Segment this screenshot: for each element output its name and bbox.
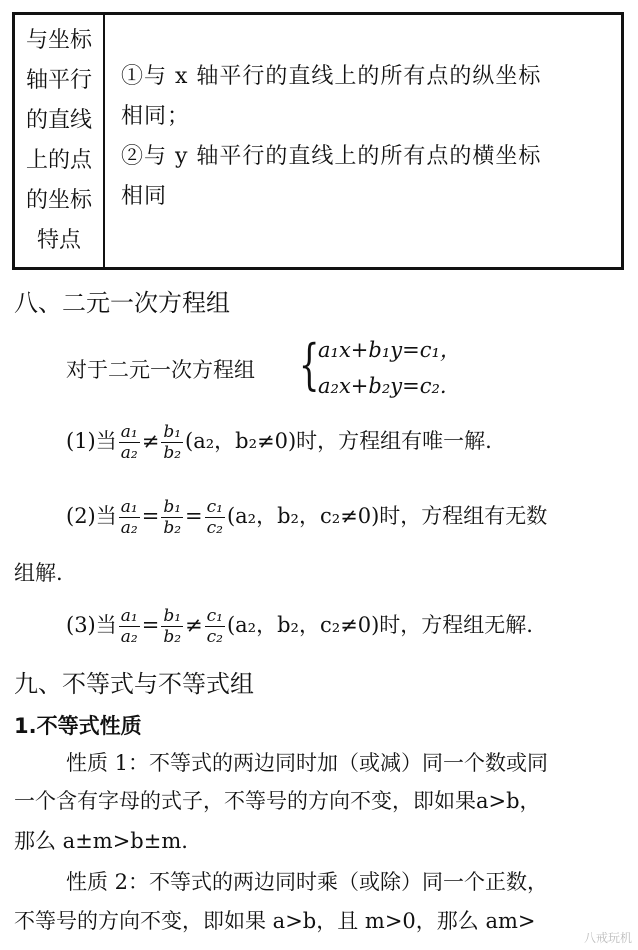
case-2: (2)当 $\frac{\text{a₁}}{\text{a₂}}$ = $\frac{\text{b₁}}{\text{b₂}}$ = $\frac{\text{c₁}}{\text{c₂}}$ (a₂，b₂，c₂≠0)时，方程组有无数	[66, 497, 548, 538]
watermark: 八戒玩机	[583, 931, 632, 945]
table-left-line: 的坐标	[25, 188, 92, 213]
case-2-continuation: 组解.	[14, 561, 63, 585]
case-2-suffix: (a₂，b₂，c₂≠0)时，方程组有无数	[226, 504, 548, 528]
case-2-prefix: (2)当	[66, 504, 117, 528]
fraction-a1-a2: $\frac{\text{a₁}}{\text{a₂}}$	[120, 497, 138, 538]
fraction-c1-c2: $\frac{\text{c₁}}{\text{c₂}}$	[206, 606, 223, 647]
subsection-heading: 1.不等式性质	[14, 714, 142, 738]
table-right-line: 相同；	[121, 104, 191, 129]
table-left-line: 特点	[36, 228, 81, 253]
property-2-line-2: 不等号的方向不变，即如果 a>b，且 m>0，那么 am>	[14, 909, 536, 933]
section9-heading: 九、不等式与不等式组	[14, 670, 254, 698]
case-1-prefix: (1)当	[66, 429, 117, 453]
fraction-b1-b2: $\frac{\text{b₁}}{\text{b₂}}$	[163, 422, 182, 463]
case-1-suffix: (a₂，b₂≠0)时，方程组有唯一解.	[185, 429, 492, 453]
table-right-line: 相同	[121, 184, 168, 209]
table-left-line: 轴平行	[25, 68, 92, 93]
case-3-suffix: (a₂，b₂，c₂≠0)时，方程组无解.	[226, 613, 533, 637]
fraction-a1-a2: $\frac{\text{a₁}}{\text{a₂}}$	[120, 422, 138, 463]
fraction-b1-b2: $\frac{\text{b₁}}{\text{b₂}}$	[163, 497, 182, 538]
table-right-line: ①与 x 轴平行的直线上的所有点的纵坐标	[121, 64, 542, 89]
case-1: (1)当 $\frac{\text{a₁}}{\text{a₂}}$ ≠ $\frac{\text{b₁}}{\text{b₂}}$ (a₂，b₂≠0)时，方程组有唯一解.	[66, 422, 492, 463]
property-1-line-2: 一个含有字母的式子，不等号的方向不变，即如果a>b，	[14, 789, 541, 813]
system-intro: 对于二元一次方程组	[66, 358, 255, 382]
property-1-line-3: 那么 a±m>b±m.	[14, 829, 188, 853]
table-left-line: 与坐标	[25, 28, 92, 53]
fraction-c1-c2: $\frac{\text{c₁}}{\text{c₂}}$	[206, 497, 223, 538]
fraction-b1-b2: $\frac{\text{b₁}}{\text{b₂}}$	[163, 606, 182, 647]
property-2-line-1: 性质 2：不等式的两边同时乘（或除）同一个正数，	[66, 870, 549, 894]
equation-1: a₁x+b₁y=c₁，	[318, 338, 461, 362]
case-3: (3)当 $\frac{\text{a₁}}{\text{a₂}}$ = $\frac{\text{b₁}}{\text{b₂}}$ ≠ $\frac{\text{c₁}}{\text{c₂}}$ (a₂，b₂，c₂≠0)时，方程组无解.	[66, 606, 533, 647]
system-brace: {	[298, 333, 320, 396]
table-left-column	[15, 15, 105, 267]
property-1-line-1: 性质 1：不等式的两边同时加（或减）同一个数或同	[66, 751, 549, 775]
info-table	[12, 12, 624, 270]
case-3-prefix: (3)当	[66, 613, 117, 637]
table-right-column	[105, 15, 621, 267]
table-left-line: 上的点	[25, 148, 92, 173]
table-right-line: ②与 y 轴平行的直线上的所有点的横坐标	[121, 144, 542, 169]
table-left-line: 的直线	[25, 108, 92, 133]
fraction-a1-a2: $\frac{\text{a₁}}{\text{a₂}}$	[120, 606, 138, 647]
section8-heading: 八、二元一次方程组	[14, 289, 230, 317]
equation-2: a₂x+b₂y=c₂.	[318, 374, 447, 398]
